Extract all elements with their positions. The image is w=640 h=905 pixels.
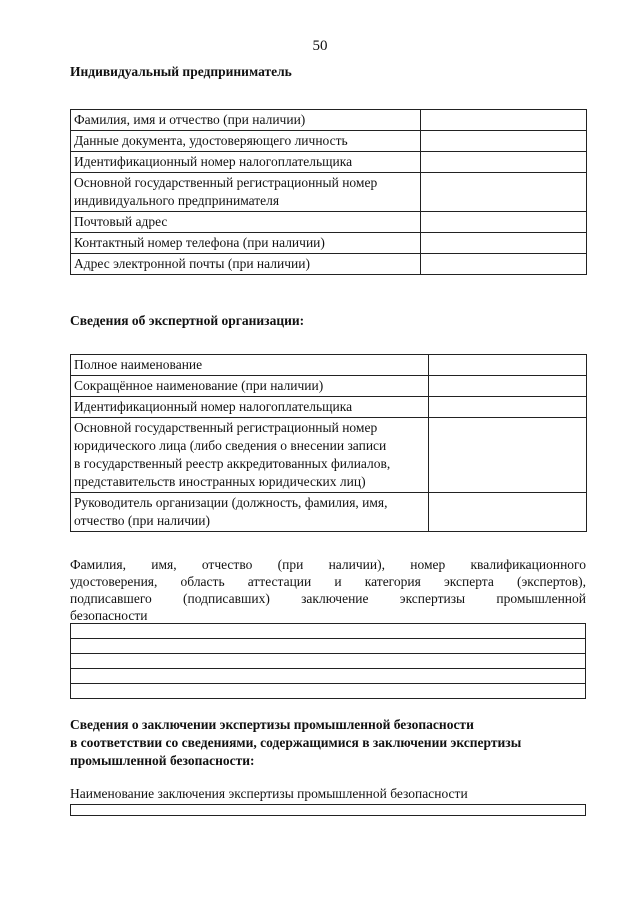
experts-paragraph-line: безопасности bbox=[70, 608, 148, 623]
blank-cell[interactable] bbox=[71, 669, 586, 684]
heading-line: промышленной безопасности: bbox=[70, 753, 255, 768]
table-row bbox=[71, 493, 587, 532]
row-value-field[interactable] bbox=[420, 254, 586, 275]
row-label-line: Основной государственный регистрационный номер bbox=[74, 175, 378, 190]
row-value-field[interactable] bbox=[428, 397, 586, 418]
blank-cell[interactable] bbox=[71, 654, 586, 669]
row-label-line: Полное наименование bbox=[74, 357, 203, 372]
row-label bbox=[71, 254, 421, 275]
row-label-line: юридического лица (либо сведения о внесении записи bbox=[74, 438, 387, 453]
row-label bbox=[71, 110, 421, 131]
blank-row bbox=[71, 624, 586, 639]
row-label-line: Контактный номер телефона (при наличии) bbox=[74, 235, 325, 250]
row-label-line: отчество (при наличии) bbox=[74, 513, 210, 528]
row-label-line: Идентификационный номер налогоплательщика bbox=[74, 399, 353, 414]
row-label bbox=[71, 355, 429, 376]
blank-row bbox=[71, 669, 586, 684]
row-label bbox=[71, 212, 421, 233]
expert-organization-table bbox=[70, 354, 587, 532]
row-value-field[interactable] bbox=[420, 131, 586, 152]
table-row bbox=[71, 397, 587, 418]
table-row bbox=[71, 152, 587, 173]
heading-line: Сведения о заключении экспертизы промышленной безопасности bbox=[70, 717, 474, 732]
heading-individual-entrepreneur: Индивидуальный предприниматель bbox=[70, 64, 292, 79]
heading-conclusion-info bbox=[70, 716, 521, 770]
row-label-line: Адрес электронной почты (при наличии) bbox=[74, 256, 310, 271]
table-row bbox=[71, 131, 587, 152]
table-row bbox=[71, 418, 587, 493]
experts-paragraph-line: Фамилия, имя, отчество (при наличии), номер квалификационного bbox=[70, 557, 586, 572]
row-label-line: Сокращённое наименование (при наличии) bbox=[74, 378, 324, 393]
blank-row bbox=[71, 654, 586, 669]
row-value-field[interactable] bbox=[420, 233, 586, 254]
row-label-line: в государственный реестр аккредитованных филиалов, bbox=[74, 456, 391, 471]
page-number: 50 bbox=[312, 38, 328, 54]
row-label bbox=[71, 233, 421, 254]
row-label-line: Основной государственный регистрационный номер bbox=[74, 420, 378, 435]
conclusion-name-label: Наименование заключения экспертизы промышленной безопасности bbox=[70, 786, 468, 801]
row-label-line: индивидуального предпринимателя bbox=[74, 193, 280, 208]
row-label-line: Руководитель организации (должность, фамилия, имя, bbox=[74, 495, 388, 510]
table-row bbox=[71, 355, 587, 376]
conclusion-name-field[interactable] bbox=[70, 804, 586, 816]
experts-blank-table bbox=[70, 623, 586, 699]
blank-cell[interactable] bbox=[71, 639, 586, 654]
individual-entrepreneur-table bbox=[70, 109, 587, 275]
row-label bbox=[71, 493, 429, 532]
table-row bbox=[71, 376, 587, 397]
row-value-field[interactable] bbox=[420, 110, 586, 131]
row-label bbox=[71, 173, 421, 212]
row-value-field[interactable] bbox=[420, 212, 586, 233]
row-label-line: Фамилия, имя и отчество (при наличии) bbox=[74, 112, 306, 127]
table-row bbox=[71, 254, 587, 275]
table-row bbox=[71, 212, 587, 233]
row-label-line: Идентификационный номер налогоплательщика bbox=[74, 154, 353, 169]
blank-cell[interactable] bbox=[71, 684, 586, 699]
table-row bbox=[71, 173, 587, 212]
row-label bbox=[71, 131, 421, 152]
row-label bbox=[71, 397, 429, 418]
row-value-field[interactable] bbox=[428, 493, 586, 532]
experts-paragraph-line: подписавшего (подписавших) заключение экспертизы промышленной bbox=[70, 591, 586, 606]
row-value-field[interactable] bbox=[420, 173, 586, 212]
row-value-field[interactable] bbox=[428, 355, 586, 376]
table-row bbox=[71, 110, 587, 131]
row-value-field[interactable] bbox=[428, 418, 586, 493]
row-label bbox=[71, 152, 421, 173]
blank-cell[interactable] bbox=[71, 624, 586, 639]
experts-paragraph-line: удостоверения, область аттестации и категория эксперта (экспертов), bbox=[70, 574, 586, 589]
row-value-field[interactable] bbox=[420, 152, 586, 173]
row-label bbox=[71, 376, 429, 397]
blank-row bbox=[71, 639, 586, 654]
heading-expert-organization: Сведения об экспертной организации: bbox=[70, 313, 305, 328]
row-label-line: Почтовый адрес bbox=[74, 214, 168, 229]
heading-line: в соответствии со сведениями, содержащимися в заключении экспертизы bbox=[70, 735, 522, 750]
row-label-line: Данные документа, удостоверяющего личность bbox=[74, 133, 348, 148]
blank-row bbox=[71, 684, 586, 699]
row-value-field[interactable] bbox=[428, 376, 586, 397]
row-label bbox=[71, 418, 429, 493]
table-row bbox=[71, 233, 587, 254]
experts-paragraph bbox=[70, 556, 586, 624]
row-label-line: представительств иностранных юридических лиц) bbox=[74, 474, 366, 489]
